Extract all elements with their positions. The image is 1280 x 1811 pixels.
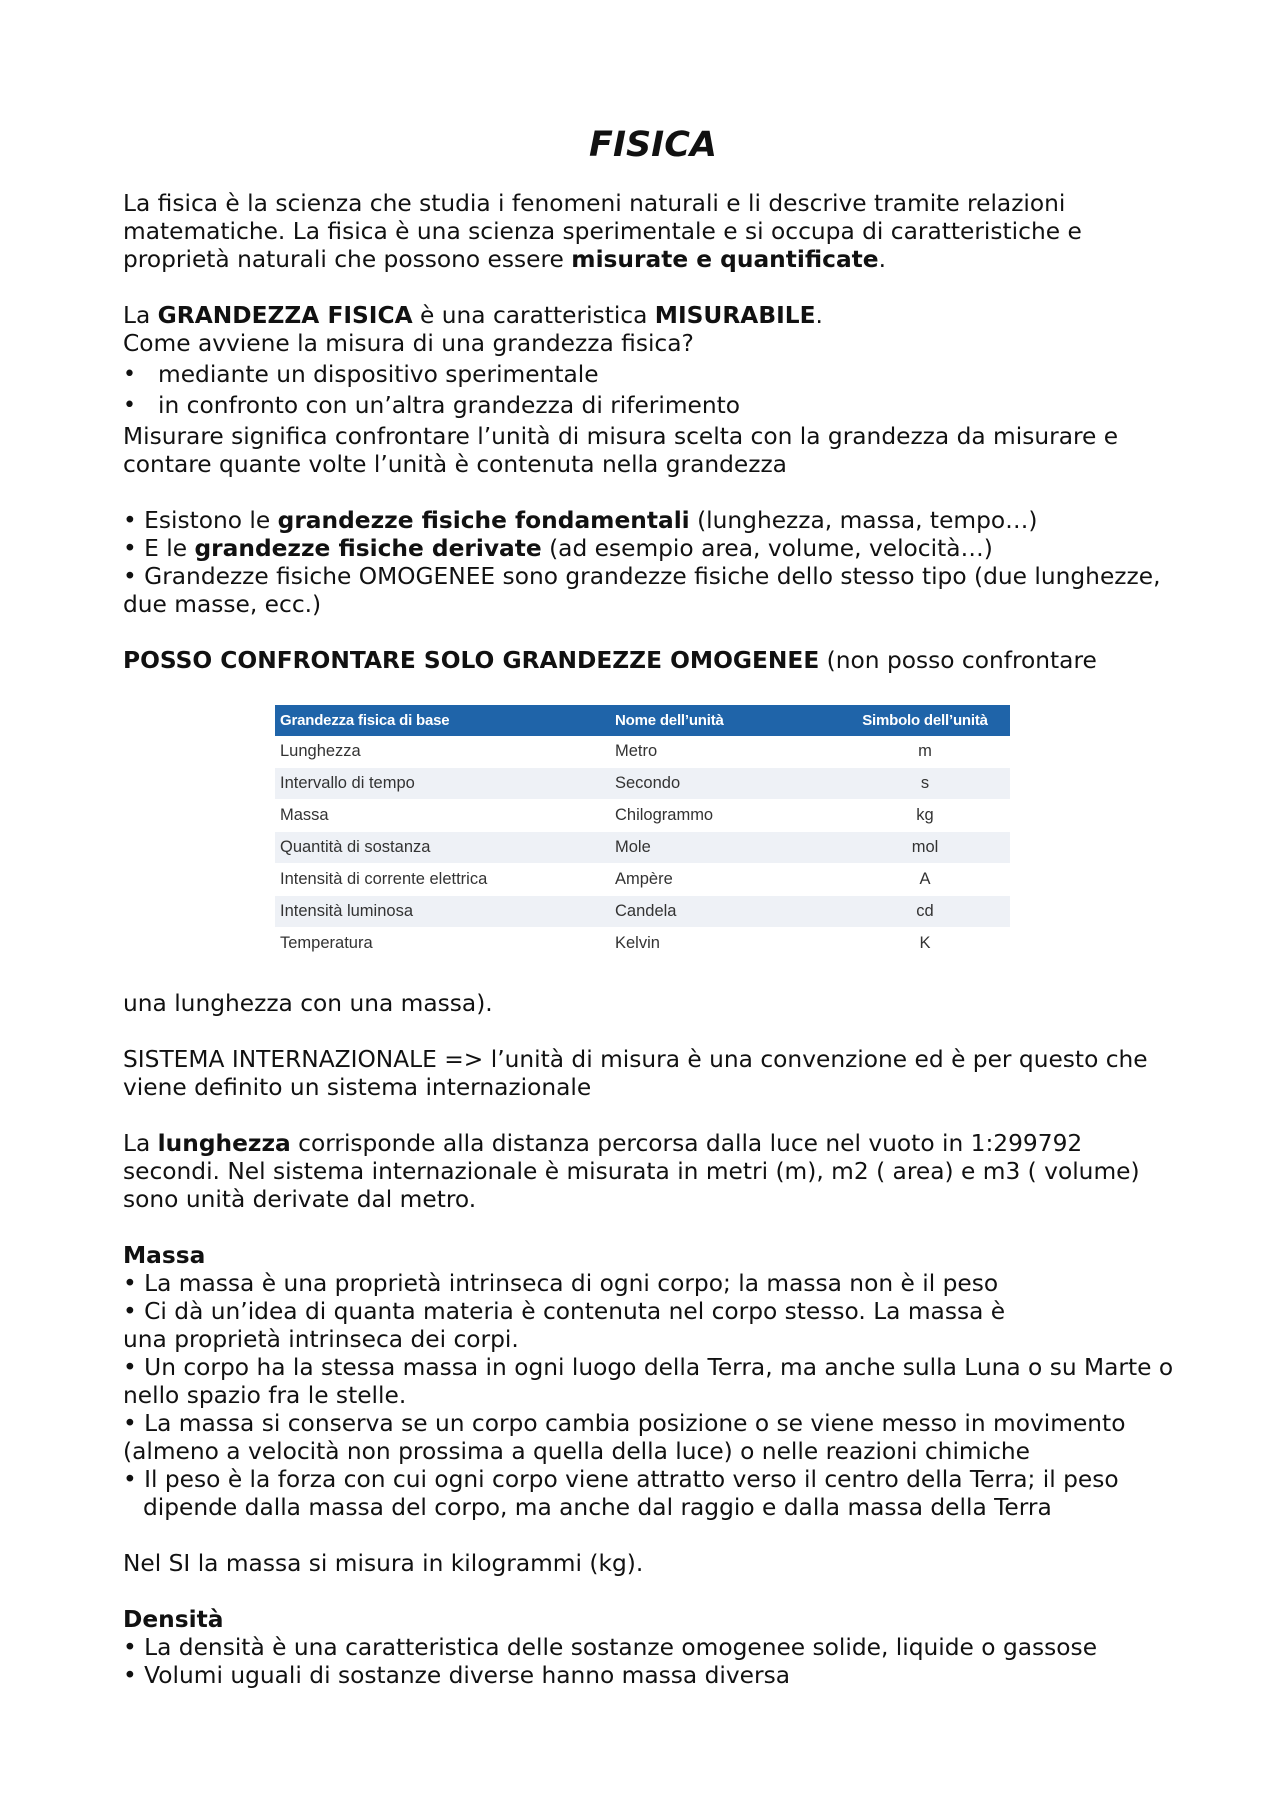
table-cell: kg: [840, 800, 1010, 832]
misurare-paragraph: Misurare significa confrontare l’unità di misura scelta con la grandezza da misurare e contare quante volte l’unità è contenuta nella grandezza: [123, 423, 1119, 478]
table-cell: Massa: [275, 800, 610, 832]
lunghezza-bold: lunghezza: [157, 1130, 291, 1157]
derivate-pre: • E le: [123, 535, 195, 562]
table-row: [275, 928, 1010, 960]
list-item: [123, 361, 1183, 389]
document-page: [123, 120, 1183, 1690]
table-cell: Candela: [610, 896, 840, 928]
si-units-table-image: [275, 705, 1010, 960]
grandezza-question: Come avviene la misura di una grandezza fisica?: [123, 330, 694, 357]
table-cell: Quantità di sostanza: [275, 832, 610, 864]
intro-text: La fisica è la scienza che studia i fenomeni naturali e li descrive tramite relazioni matematiche. La fisica è una scienza sperimentale e si occupa di caratteristiche e proprietà naturali che possono essere: [123, 190, 1082, 273]
table-header: Simbolo dell’unità: [840, 705, 1010, 736]
densita-item: • La densità è una caratteristica delle sostanze omogenee solide, liquide o gassose: [123, 1634, 1098, 1661]
massa-si-unit: Nel SI la massa si misura in kilogrammi (kg).: [123, 1550, 644, 1577]
posso-continuation: una lunghezza con una massa).: [123, 990, 493, 1017]
fondamentali-bold: grandezze fisiche fondamentali: [277, 507, 690, 534]
table-cell: A: [840, 864, 1010, 896]
lunghezza-paragraph: [123, 1130, 1183, 1214]
sistema-internazionale: SISTEMA INTERNAZIONALE => l’unità di misura è una convenzione ed è per questo che viene definito un sistema internazionale: [123, 1046, 1148, 1101]
massa-heading-text: Massa: [123, 1242, 206, 1269]
fondamentali-item: [123, 507, 1183, 535]
table-header: Nome dell’unità: [610, 705, 840, 736]
grandezza-end: .: [815, 302, 823, 329]
grandezza-definition: [123, 302, 1183, 330]
fondamentali-pre: • Esistono le: [123, 507, 278, 534]
table-cell: Intensità di corrente elettrica: [275, 864, 610, 896]
table-row: [275, 736, 1010, 768]
page-title: FISICA: [589, 125, 717, 165]
table-cell: Temperatura: [275, 928, 610, 960]
posso-confrontare: [123, 647, 1183, 675]
si-units-table: [275, 705, 1010, 960]
table-row: [275, 864, 1010, 896]
table-cell: Kelvin: [610, 928, 840, 960]
massa-item: • La massa si conserva se un corpo cambia posizione o se viene messo in movimento (almeno a velocità non prossima a quella della luce) o nelle reazioni chimiche: [123, 1410, 1126, 1465]
massa-item: • La massa è una proprietà intrinseca di ogni corpo; la massa non è il peso: [123, 1270, 999, 1297]
table-cell: K: [840, 928, 1010, 960]
table-cell: s: [840, 768, 1010, 800]
derivate-item: [123, 535, 1183, 563]
table-cell: m: [840, 736, 1010, 768]
derivate-bold: grandezze fisiche derivate: [194, 535, 542, 562]
list-item: [123, 392, 1183, 420]
fondamentali-post: (lunghezza, massa, tempo…): [689, 507, 1038, 534]
lunghezza-pre: La: [123, 1130, 158, 1157]
list-item-text: mediante un dispositivo sperimentale: [158, 361, 599, 388]
massa-item: • Un corpo ha la stessa massa in ogni luogo della Terra, ma anche sulla Luna o su Marte o nello spazio fra le stelle.: [123, 1354, 1174, 1409]
list-item-text: in confronto con un’altra grandezza di riferimento: [158, 392, 741, 419]
intro-paragraph: [123, 190, 1183, 274]
intro-bold: misurate e quantificate: [571, 246, 879, 273]
lunghezza-post: corrisponde alla distanza percorsa dalla luce nel vuoto in 1:299792 secondi. Nel sistema internazionale è misurata in metri (m), m2 ( area) e m3 ( volume) sono unità derivate dal metro.: [123, 1130, 1140, 1213]
densita-heading-text: Densità: [123, 1606, 224, 1633]
table-row: [275, 896, 1010, 928]
massa-heading: [123, 1242, 1183, 1270]
bullet-icon: •: [123, 362, 136, 387]
table-cell: Secondo: [610, 768, 840, 800]
derivate-post: (ad esempio area, volume, velocità…): [541, 535, 993, 562]
omogenee-item: • Grandezze fisiche OMOGENEE sono grandezze fisiche dello stesso tipo (due lunghezze, due masse, ecc.): [123, 563, 1161, 618]
grandezza-pre: La: [123, 302, 158, 329]
table-row: [275, 768, 1010, 800]
table-header-row: [275, 705, 1010, 736]
posso-bold: POSSO CONFRONTARE SOLO GRANDEZZE OMOGENEE: [123, 647, 820, 674]
massa-item-cont: una proprietà intrinseca dei corpi.: [123, 1326, 519, 1353]
table-cell: Mole: [610, 832, 840, 864]
table-cell: Metro: [610, 736, 840, 768]
table-cell: Intensità luminosa: [275, 896, 610, 928]
table-row: [275, 832, 1010, 864]
grandezza-bold-2: MISURABILE: [654, 302, 816, 329]
posso-post: (non posso confrontare: [819, 647, 1097, 674]
massa-item: • Il peso è la forza con cui ogni corpo viene attratto verso il centro della Terra; il peso dipende dalla massa del corpo, ma anche dal raggio e dalla massa della Terra: [123, 1466, 1119, 1521]
table-header: Grandezza fisica di base: [275, 705, 610, 736]
densita-heading: [123, 1606, 1183, 1634]
grandezza-mid: è una caratteristica: [412, 302, 655, 329]
intro-end: .: [878, 246, 887, 273]
massa-item: • Ci dà un’idea di quanta materia è contenuta nel corpo stesso. La massa è: [123, 1298, 1006, 1325]
bullet-icon: •: [123, 393, 136, 418]
table-cell: Intervallo di tempo: [275, 768, 610, 800]
densita-item: • Volumi uguali di sostanze diverse hanno massa diversa: [123, 1662, 790, 1689]
table-cell: Chilogrammo: [610, 800, 840, 832]
table-row: [275, 800, 1010, 832]
table-cell: mol: [840, 832, 1010, 864]
table-cell: Ampère: [610, 864, 840, 896]
table-cell: cd: [840, 896, 1010, 928]
grandezza-bold-1: GRANDEZZA FISICA: [157, 302, 413, 329]
table-cell: Lunghezza: [275, 736, 610, 768]
